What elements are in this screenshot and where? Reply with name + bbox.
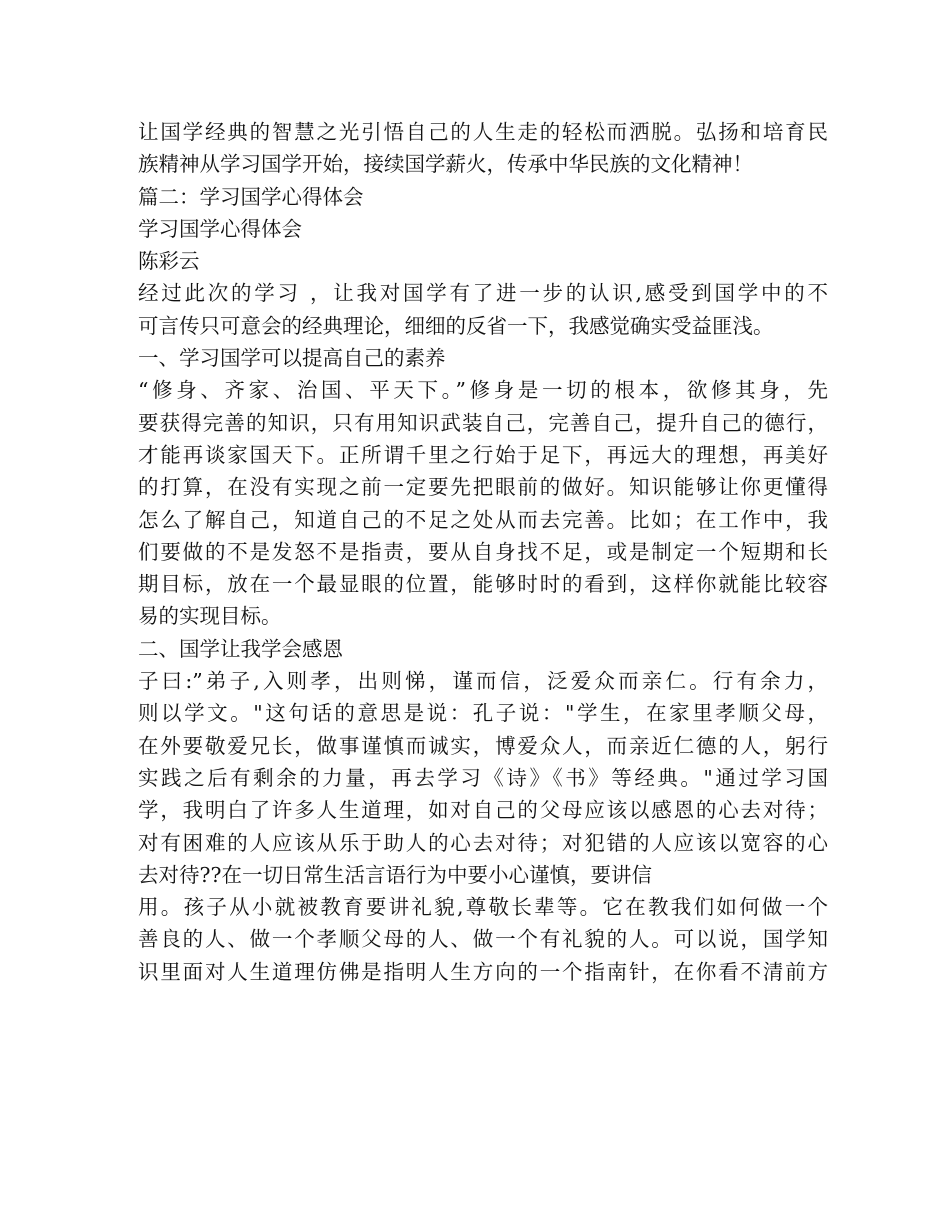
text-line: 在外要敬爱兄长，做事谨慎而诚实，博爱众人，而亲近仁德的人，躬行 [138, 733, 828, 758]
text-line: 去对待??在一切日常生活言语行为中要小心谨慎，要讲信 [138, 862, 652, 887]
text-line: 对有困难的人应该从乐于助人的心去对待；对犯错的人应该以宽容的心 [138, 830, 828, 855]
text-line: 易的实现目标。 [138, 604, 282, 629]
text-line: 要获得完善的知识，只有用知识武装自己，完善自己，提升自己的德行， [138, 410, 828, 435]
text-line: 识里面对人生道理仿佛是指明人生方向的一个指南针，在你看不清前方 [138, 959, 828, 984]
subsection-heading: 一、学习国学可以提高自己的素养 [138, 346, 446, 371]
text-line: 学，我明白了许多人生道理，如对自己的父母应该以感恩的心去对待； [138, 798, 828, 823]
text-line: “修身、齐家、治国、平天下。”修身是一切的根本，欲修其身，先 [138, 378, 828, 403]
text-line: 用。孩子从小就被教育要讲礼貌,尊敬长辈等。它在教我们如何做一个 [138, 895, 828, 920]
text-line: 才能再谈家国天下。正所谓千里之行始于足下，再远大的理想，再美好 [138, 442, 828, 467]
text-line: 实践之后有剩余的力量，再去学习《诗》《书》等经典。"通过学习国 [138, 765, 828, 790]
text-line: 期目标，放在一个最显眼的位置，能够时时的看到，这样你就能比较容 [138, 572, 828, 597]
article-title: 学习国学心得体会 [138, 216, 302, 241]
document-body [138, 116, 828, 988]
section-heading: 篇二：学习国学心得体会 [138, 184, 364, 209]
text-line: 可言传只可意会的经典理论，细细的反省一下，我感觉确实受益匪浅。 [138, 313, 774, 338]
text-line: 子曰:”弟子,入则孝，出则悌，谨而信，泛爱众而亲仁。行有余力， [138, 669, 828, 694]
text-line: 让国学经典的智慧之光引悟自己的人生走的轻松而洒脱。弘扬和培育民 [138, 120, 828, 144]
text-line: 族精神从学习国学开始，接续国学薪火，传承中华民族的文化精神！ [138, 152, 753, 177]
text-line: 则以学文。"这句话的意思是说：孔子说："学生，在家里孝顺父母， [138, 701, 828, 726]
text-line: 善良的人、做一个孝顺父母的人、做一个有礼貌的人。可以说，国学知 [138, 927, 828, 952]
subsection-heading: 二、国学让我学会感恩 [138, 636, 343, 661]
text-line: 怎么了解自己，知道自己的不足之处从而去完善。比如；在工作中，我 [138, 507, 828, 532]
author-name: 陈彩云 [138, 249, 200, 274]
text-line: 的打算，在没有实现之前一定要先把眼前的做好。知识能够让你更懂得 [138, 475, 828, 500]
text-line: 经过此次的学习 ，让我对国学有了进一步的认识,感受到国学中的不 [138, 281, 828, 306]
text-line: 们要做的不是发怒不是指责，要从自身找不足，或是制定一个短期和长 [138, 539, 828, 564]
